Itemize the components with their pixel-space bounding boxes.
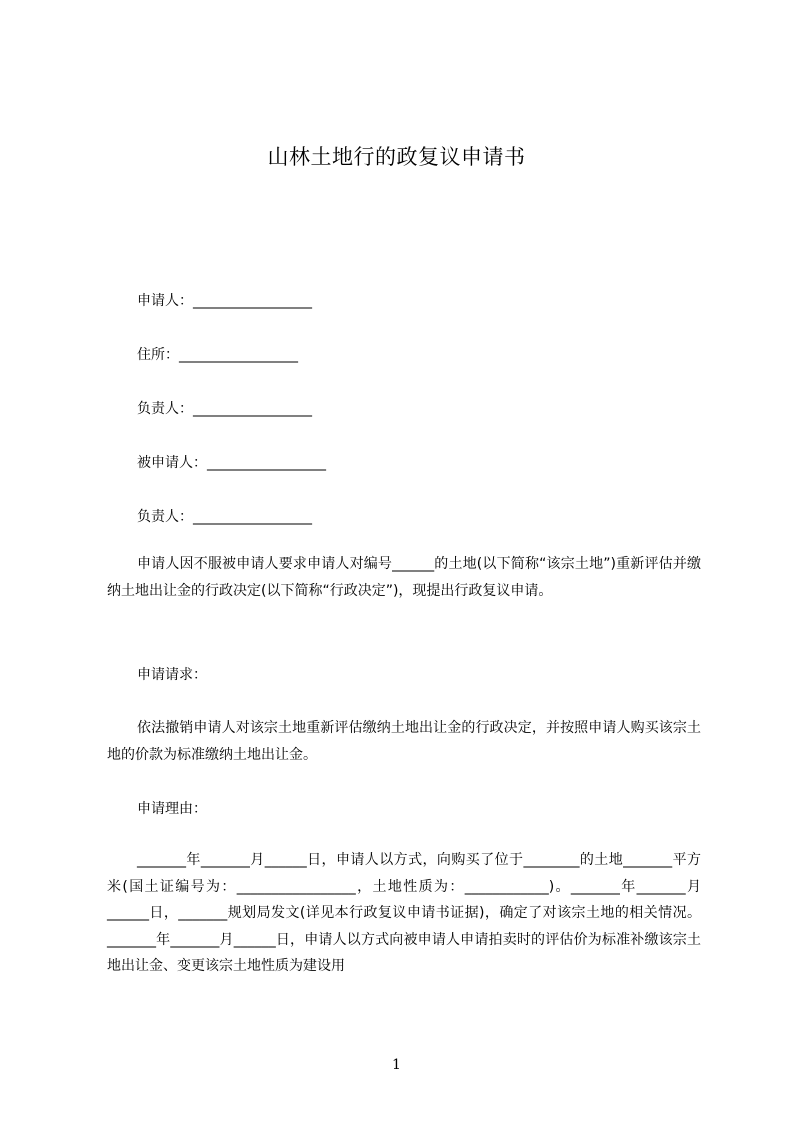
request-paragraph: 依法撤销申请人对该宗土地重新评估缴纳土地出让金的行政决定，并按照申请人购买该宗土地的价款为标准缴纳土地出让金。 (107, 720, 701, 763)
reason-heading: 申请理由： (137, 801, 207, 817)
respondent-responsible-person-field: 负责人：_________________ (137, 509, 312, 525)
document-title: 山林土地行的政复议申请书 (267, 145, 526, 169)
respondent-field: 被申请人：_________________ (137, 455, 326, 471)
reason-paragraph: _______年_______月______日，申请人以方式，向购买了位于________的土地_______平方米(国土证编号为：_________________，土地性质为：____________)。_______年_______月______日，_______规划局发文(详见本行政复议申请书证据)，确定了对该宗土地的相关情况。_______年_______月______日，申请人以方式向被申请人申请拍卖时的评估价为标准补缴该宗土地出让金、变更该宗土地性质为建设用 (107, 852, 701, 974)
page-number: 1 (392, 1057, 401, 1073)
address-field: 住所：_________________ (137, 347, 298, 363)
responsible-person-field: 负责人：_________________ (137, 401, 312, 417)
applicant-field: 申请人：_________________ (137, 293, 312, 309)
request-heading: 申请请求： (137, 667, 207, 683)
intro-paragraph: 申请人因不服被申请人要求申请人对编号______的土地(以下简称“该宗土地”)重新评估并缴纳土地出让金的行政决定(以下简称“行政决定”)，现提出行政复议申请。 (107, 556, 701, 599)
